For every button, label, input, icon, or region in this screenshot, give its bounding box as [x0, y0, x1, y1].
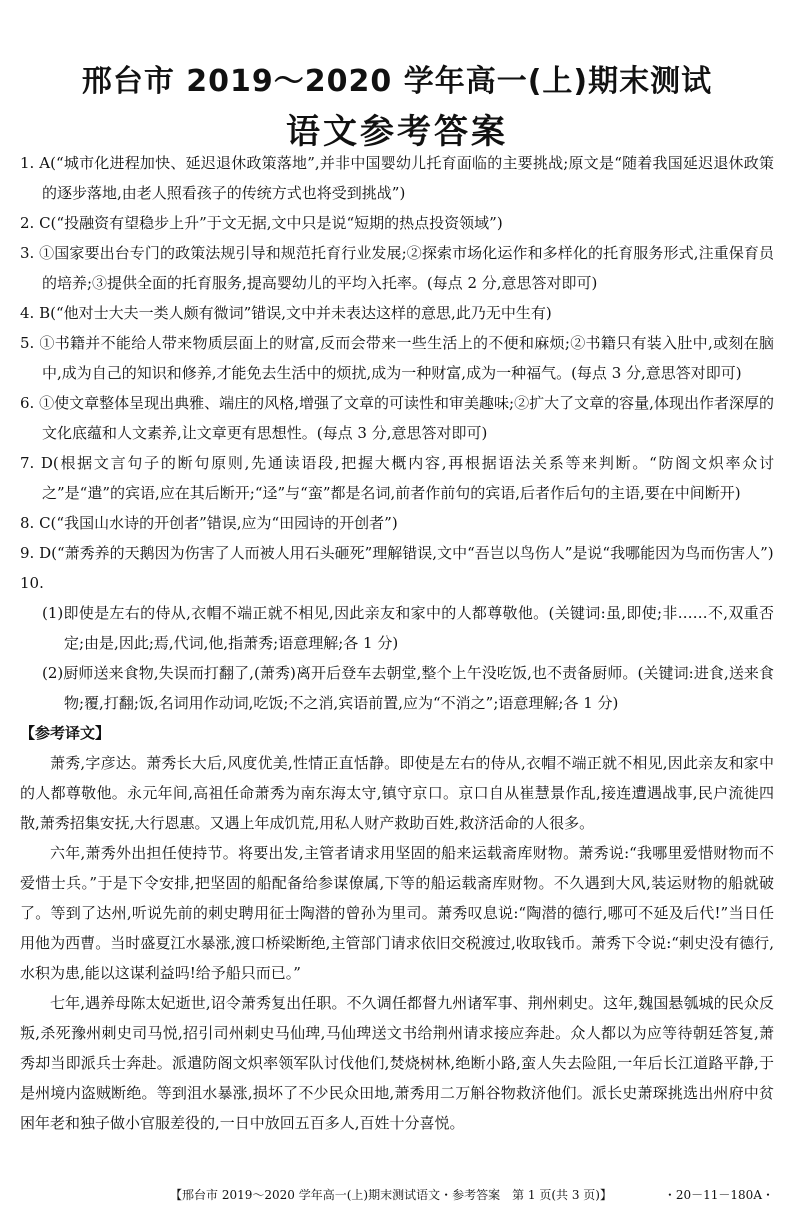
answer-4: 4. B(“他对士大夫一类人颇有微词”错误,文中并未表达这样的意思,此乃无中生有) — [20, 304, 552, 322]
answer-10-part-2: (2)厨师送来食物,失误而打翻了,(萧秀)离开后登车去朝堂,整个上午没吃饭,也不责备厨师。(关键词:进食,送来食物;覆,打翻;饭,名词用作动词,吃饭;不之消,宾语前置,应为“不消之”;语意理解;各 1 分) — [42, 664, 774, 712]
answer-6: 6. ①使文章整体呈现出典雅、端庄的风格,增强了文章的可读性和审美趣味;②扩大了文章的容量,体现出作者深厚的文化底蕴和人文素养,让文章更有思想性。(每点 3 分,意思答对即可) — [20, 394, 774, 442]
answer-2: 2. C(“投融资有望稳步上升”于文无据,文中只是说“短期的热点投资领域”) — [20, 214, 503, 232]
answer-5: 5. ①书籍并不能给人带来物质层面上的财富,反而会带来一些生活上的不便和麻烦;②书籍只有装入肚中,或刻在脑中,成为自己的知识和修养,才能免去生活中的烦扰,成为一种财富,成为一种福气。(每点 3 分,意思答对即可) — [20, 334, 774, 382]
page-title: 邢台市 2019～2020 学年高一(上)期末测试 — [81, 64, 713, 99]
translation-paragraph-1: 萧秀,字彦达。萧秀长大后,风度优美,性情正直恬静。即使是左右的侍从,衣帽不端正就不相见,因此亲友和家中的人都尊敬他。永元年间,高祖任命萧秀为南东海太守,镇守京口。京口自从崔慧景作乱,接连遭遇战事,民户流徙四散,萧秀招集安抚,大行恩惠。又遇上年成饥荒,用私人财产救助百姓,救济活命的人很多。 — [20, 754, 774, 832]
answer-body — [20, 148, 774, 1138]
answer-7: 7. D(根据文言句子的断句原则,先通读语段,把握大概内容,再根据语法关系等来判断。“防阁文炽率众讨之”是“遣”的宾语,应在其后断开;“迳”与“蛮”都是名词,前者作前句的宾语,后者作后句的主语,要在中间断开) — [20, 454, 774, 502]
answer-3: 3. ①国家要出台专门的政策法规引导和规范托育行业发展;②探索市场化运作和多样化的托育服务形式,注重保育员的培养;③提供全面的托育服务,提高婴幼儿的平均入托率。(每点 2 分,意思答对即可) — [20, 244, 774, 292]
translation-heading: 【参考译文】 — [20, 724, 111, 742]
translation-paragraph-3: 七年,遇养母陈太妃逝世,诏令萧秀复出任职。不久调任都督九州诸军事、荆州刺史。这年,魏国悬瓠城的民众反叛,杀死豫州刺史司马悦,招引司州刺史马仙琕,马仙琕送文书给荆州请求接应奔赴。众人都以为应等待朝廷答复,萧秀却当即派兵士奔赴。派遣防阁文炽率领军队讨伐他们,焚烧树林,绝断小路,蛮人失去险阻,一年后长江道路平静,于是州境内盗贼断绝。等到沮水暴涨,损坏了不少民众田地,萧秀用二万斛谷物救济他们。派长史萧琛挑选出州府中贫困年老和独子做小官服差役的,一日中放回五百多人,百姓十分喜悦。 — [20, 994, 774, 1132]
answer-1: 1. A(“城市化进程加快、延迟退休政策落地”,并非中国婴幼儿托育面临的主要挑战;原文是“随着我国延迟退休政策的逐步落地,由老人照看孩子的传统方式也将受到挑战”) — [20, 154, 774, 202]
page-footer — [0, 1186, 794, 1210]
answer-10-part-1: (1)即使是左右的侍从,衣帽不端正就不相见,因此亲友和家中的人都尊敬他。(关键词:虽,即使;非……不,双重否定;由是,因此;焉,代词,他,指萧秀;语意理解;各 1 分) — [42, 604, 774, 652]
footer-page-info: 【邢台市 2019～2020 学年高一(上)期末测试语文・参考答案 第 1 页(共 3 页)】 — [170, 1188, 612, 1202]
translation-paragraph-2: 六年,萧秀外出担任使持节。将要出发,主管者请求用坚固的船来运载斋库财物。萧秀说:“我哪里爱惜财物而不爱惜士兵。”于是下令安排,把坚固的船配备给参谋僚属,下等的船运载斋库财物。不久遇到大风,装运财物的船就破了。等到了达州,听说先前的刺史聘用征士陶潜的曾孙为里司。萧秀叹息说:“陶潜的德行,哪可不延及后代!”当日任用他为西曹。当时盛夏江水暴涨,渡口桥梁断绝,主管部门请求依旧交税渡过,收取钱币。萧秀下令说:“刺史没有德行,水积为患,能以这谋利益吗!给予船只而已。” — [20, 844, 774, 982]
answer-8: 8. C(“我国山水诗的开创者”错误,应为“田园诗的开创者”) — [20, 514, 398, 532]
page-subtitle: 语文参考答案 — [286, 112, 508, 152]
answer-10-label: 10. — [20, 574, 44, 592]
footer-code: ・20－11－180A・ — [663, 1188, 774, 1202]
answer-9: 9. D(“萧秀养的天鹅因为伤害了人而被人用石头砸死”理解错误,文中“吾岂以鸟伤人”是说“我哪能因为鸟而伤害人”) — [20, 544, 774, 562]
